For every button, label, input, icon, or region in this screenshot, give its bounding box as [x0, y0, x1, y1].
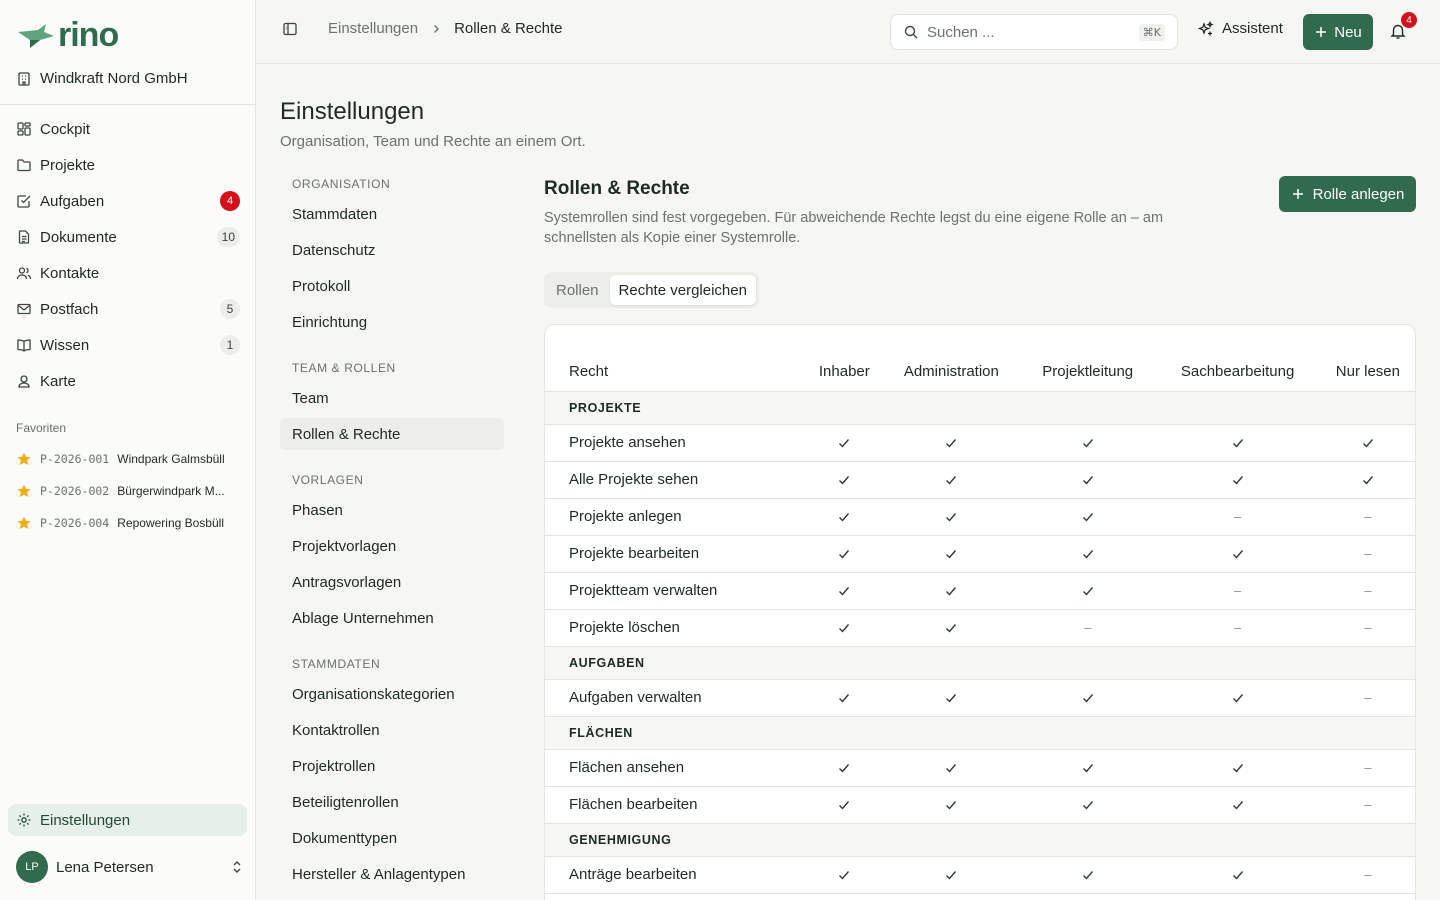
- permission-granted-cell: [807, 786, 882, 823]
- column-header: Recht: [545, 325, 807, 391]
- favorite-name: Windpark Galmsbüll: [117, 452, 225, 466]
- settings-item-projektvorlagen[interactable]: Projektvorlagen: [292, 537, 397, 555]
- chevron-right-icon: [430, 23, 442, 35]
- table-row: [545, 424, 1415, 461]
- settings-item-stammdaten[interactable]: Stammdaten: [292, 205, 378, 223]
- check-icon: [1231, 868, 1245, 882]
- dash-icon: –: [1233, 583, 1242, 598]
- chevron-up-down-icon: [230, 860, 244, 874]
- permission-label: Flächen ansehen: [545, 749, 807, 786]
- permission-denied-cell: [1321, 609, 1415, 646]
- favorite-code: P-2026-001: [40, 452, 110, 466]
- settings-item-rollen-rechte[interactable]: Rollen & Rechte: [280, 418, 504, 450]
- permission-granted-cell: [1021, 786, 1154, 823]
- sidebar-item-label: Wissen: [40, 336, 90, 354]
- settings-group-title: VORLAGEN: [292, 473, 364, 487]
- permission-label: Projekte bearbeiten: [545, 535, 807, 572]
- favorite-code: P-2026-004: [40, 516, 110, 530]
- sparkles-icon: [1198, 21, 1214, 37]
- sidebar-item-label: Kontakte: [40, 264, 100, 282]
- settings-item-kontaktrollen[interactable]: Kontaktrollen: [292, 721, 380, 739]
- permission-granted-cell: [1321, 461, 1415, 498]
- favorite-item[interactable]: [16, 507, 246, 539]
- search-shortcut: ⌘K: [1139, 24, 1165, 41]
- permissions-table-body: [545, 391, 1415, 893]
- tab-rollen[interactable]: Rollen: [556, 281, 599, 299]
- org-switcher[interactable]: [16, 70, 188, 87]
- document-icon: [16, 229, 32, 245]
- notification-badge: 4: [1401, 12, 1417, 28]
- column-header: Projektleitung: [1021, 325, 1154, 391]
- plus-icon: [1314, 25, 1328, 39]
- settings-item-hersteller-anlagentypen[interactable]: Hersteller & Anlagentypen: [292, 865, 466, 883]
- check-icon: [1231, 473, 1245, 487]
- org-name: Windkraft Nord GmbH: [40, 70, 188, 87]
- permission-granted-cell: [807, 535, 882, 572]
- documents-count-badge: 10: [217, 227, 240, 247]
- check-icon: [1081, 584, 1095, 598]
- permission-denied-cell: [1321, 572, 1415, 609]
- logo-text: rino: [58, 16, 119, 54]
- breadcrumb: [282, 20, 562, 37]
- group-row: [545, 391, 1415, 424]
- building-icon: [16, 71, 32, 87]
- check-icon: [1081, 868, 1095, 882]
- permission-granted-cell: [807, 856, 882, 893]
- favorite-code: P-2026-002: [40, 484, 110, 498]
- settings-nav: [280, 170, 504, 894]
- check-icon: [837, 691, 851, 705]
- dash-icon: –: [1364, 760, 1372, 775]
- permission-denied-cell: [1321, 498, 1415, 535]
- permission-label: Aufgaben verwalten: [545, 679, 807, 716]
- permission-denied-cell: [1021, 609, 1154, 646]
- permission-granted-cell: [1154, 856, 1320, 893]
- group-row: [545, 823, 1415, 856]
- permission-granted-cell: [1154, 749, 1320, 786]
- check-icon: [944, 436, 958, 450]
- check-icon: [1361, 473, 1375, 487]
- permission-denied-cell: [1321, 749, 1415, 786]
- breadcrumb-current: Rollen & Rechte: [454, 20, 563, 37]
- check-icon: [837, 510, 851, 524]
- table-row: [545, 749, 1415, 786]
- dash-icon: –: [1364, 690, 1372, 705]
- permission-granted-cell: [882, 424, 1021, 461]
- check-icon: [944, 584, 958, 598]
- sidebar-divider: [0, 104, 255, 105]
- check-icon: [837, 868, 851, 882]
- settings-item-beteiligtenrollen[interactable]: Beteiligtenrollen: [292, 793, 399, 811]
- check-icon: [944, 691, 958, 705]
- tab-rechte-vergleichen[interactable]: Rechte vergleichen: [610, 275, 756, 305]
- assistant-button[interactable]: [1198, 20, 1283, 37]
- favorites-title: Favoriten: [16, 421, 67, 435]
- column-header: Administration: [882, 325, 1021, 391]
- dash-icon: –: [1364, 797, 1372, 812]
- permission-granted-cell: [1021, 679, 1154, 716]
- dash-icon: –: [1364, 620, 1372, 635]
- permission-granted-cell: [1154, 424, 1320, 461]
- top-bar: [256, 0, 1440, 64]
- settings-group-title: TEAM & ROLLEN: [292, 361, 396, 375]
- permission-denied-cell: [1321, 679, 1415, 716]
- sidebar-item-label: Cockpit: [40, 120, 91, 138]
- check-icon: [944, 510, 958, 524]
- permission-granted-cell: [807, 609, 882, 646]
- permission-granted-cell: [807, 679, 882, 716]
- permission-denied-cell: [1321, 535, 1415, 572]
- main-nav: [8, 111, 248, 399]
- permission-granted-cell: [807, 498, 882, 535]
- check-icon: [837, 473, 851, 487]
- settings-item-einrichtung[interactable]: Einrichtung: [292, 313, 368, 331]
- tasks-count-badge: 4: [220, 191, 240, 211]
- group-row: [545, 646, 1415, 679]
- check-icon: [1231, 761, 1245, 775]
- permission-granted-cell: [882, 535, 1021, 572]
- new-button[interactable]: [1303, 14, 1373, 50]
- sidebar-item-cockpit[interactable]: [8, 111, 248, 147]
- permission-granted-cell: [882, 749, 1021, 786]
- star-icon: [16, 515, 32, 531]
- table-row: [545, 498, 1415, 535]
- permission-label: Flächen bearbeiten: [545, 786, 807, 823]
- group-title: PROJEKTE: [545, 391, 1415, 424]
- permission-denied-cell: [1321, 856, 1415, 893]
- dash-icon: –: [1233, 620, 1242, 635]
- dash-icon: –: [1364, 867, 1372, 882]
- group-row: [545, 716, 1415, 749]
- users-icon: [16, 265, 32, 281]
- table-row: [545, 786, 1415, 823]
- check-icon: [837, 436, 851, 450]
- group-title: GENEHMIGUNG: [545, 823, 1415, 856]
- permission-granted-cell: [1021, 461, 1154, 498]
- settings-item-antragsvorlagen[interactable]: Antragsvorlagen: [292, 573, 402, 591]
- sidebar-item-kontakte[interactable]: [8, 255, 248, 291]
- sidebar-item-einstellungen[interactable]: [8, 804, 247, 836]
- view-tabs: [544, 272, 759, 308]
- permission-label: Projektteam verwalten: [545, 572, 807, 609]
- user-name: Lena Petersen: [56, 858, 154, 876]
- favorite-item[interactable]: [16, 443, 246, 475]
- sidebar-item-label: Aufgaben: [40, 192, 105, 210]
- add-role-label: Rolle anlegen: [1312, 185, 1405, 203]
- table-header-row: [545, 325, 1415, 391]
- section-description: Systemrollen sind fest vorgegeben. Für abweichende Rechte legst du eine eigene Rolle an – am schnellsten als Kopie einer Systemrolle.: [544, 210, 1164, 246]
- sidebar-item-projekte[interactable]: [8, 147, 248, 183]
- check-icon: [1231, 547, 1245, 561]
- favorite-name: Bürgerwindpark M...: [117, 484, 225, 498]
- check-icon: [837, 547, 851, 561]
- check-icon: [1081, 761, 1095, 775]
- check-icon: [1081, 691, 1095, 705]
- new-label: Neu: [1334, 23, 1362, 41]
- search-icon: [903, 24, 919, 40]
- column-header: Nur lesen: [1321, 325, 1415, 391]
- grid-icon: [16, 121, 32, 137]
- sidebar-item-wissen[interactable]: [8, 327, 248, 363]
- check-icon: [1231, 691, 1245, 705]
- table-row: [545, 679, 1415, 716]
- gear-icon: [16, 812, 32, 828]
- permission-granted-cell: [807, 424, 882, 461]
- permission-granted-cell: [882, 498, 1021, 535]
- rino-logo-icon: [16, 20, 56, 50]
- settings-item-organisationskategorien[interactable]: Organisationskategorien: [292, 685, 455, 703]
- permission-granted-cell: [882, 572, 1021, 609]
- settings-item-projektrollen[interactable]: Projektrollen: [292, 757, 376, 775]
- permission-denied-cell: [1154, 572, 1320, 609]
- table-row: [545, 572, 1415, 609]
- settings-item-datenschutz[interactable]: Datenschutz: [292, 241, 376, 259]
- permission-granted-cell: [882, 679, 1021, 716]
- sidebar-item-label: Projekte: [40, 156, 96, 174]
- star-icon: [16, 451, 32, 467]
- settings-item-dokumenttypen[interactable]: Dokumenttypen: [292, 829, 398, 847]
- permission-granted-cell: [807, 461, 882, 498]
- settings-item-ablage-unternehmen[interactable]: Ablage Unternehmen: [292, 609, 434, 627]
- permission-granted-cell: [882, 856, 1021, 893]
- permission-label: Projekte löschen: [545, 609, 807, 646]
- page-subtitle: Organisation, Team und Rechte an einem Ort.: [280, 133, 586, 150]
- dash-icon: –: [1364, 546, 1372, 561]
- permission-granted-cell: [807, 749, 882, 786]
- check-icon: [944, 868, 958, 882]
- settings-group-title: ORGANISATION: [292, 177, 391, 191]
- permission-granted-cell: [1021, 424, 1154, 461]
- permission-granted-cell: [1021, 749, 1154, 786]
- check-icon: [1081, 510, 1095, 524]
- settings-group-title: STAMMDATEN: [292, 657, 381, 671]
- sidebar-item-postfach[interactable]: [8, 291, 248, 327]
- permission-granted-cell: [1154, 786, 1320, 823]
- permissions-table: [545, 325, 1415, 894]
- permission-denied-cell: [1321, 786, 1415, 823]
- sidebar-item-karte[interactable]: [8, 363, 248, 399]
- check-icon: [944, 621, 958, 635]
- permissions-table-card: [544, 324, 1416, 900]
- page-title: Einstellungen: [280, 98, 425, 125]
- add-role-button[interactable]: [1279, 176, 1416, 212]
- star-icon: [16, 483, 32, 499]
- search-box[interactable]: [890, 14, 1178, 50]
- sidebar-item-label: Postfach: [40, 300, 99, 318]
- spacer: [280, 454, 504, 466]
- check-icon: [944, 761, 958, 775]
- spacer: [280, 342, 504, 354]
- checkbox-icon: [16, 193, 32, 209]
- permission-granted-cell: [1154, 679, 1320, 716]
- user-menu[interactable]: [16, 850, 244, 884]
- permission-granted-cell: [882, 461, 1021, 498]
- section-title: Rollen & Rechte: [544, 178, 690, 199]
- column-header: Sachbearbeitung: [1154, 325, 1320, 391]
- permission-denied-cell: [1154, 609, 1320, 646]
- table-row: [545, 609, 1415, 646]
- settings-label: Einstellungen: [40, 811, 131, 829]
- check-icon: [1081, 436, 1095, 450]
- mail-icon: [16, 301, 32, 317]
- group-title: AUFGABEN: [545, 646, 1415, 679]
- permission-label: Projekte anlegen: [545, 498, 807, 535]
- favorites-list: [16, 443, 246, 539]
- favorite-item[interactable]: [16, 475, 246, 507]
- check-icon: [1081, 473, 1095, 487]
- settings-item-team[interactable]: Team: [292, 389, 329, 407]
- assistant-label: Assistent: [1222, 20, 1283, 37]
- breadcrumb-item[interactable]: Einstellungen: [328, 20, 419, 37]
- plus-icon: [1291, 187, 1305, 201]
- settings-item-phasen[interactable]: Phasen: [292, 501, 343, 519]
- dash-icon: –: [1084, 620, 1092, 635]
- check-icon: [1361, 436, 1375, 450]
- check-icon: [837, 584, 851, 598]
- table-row: [545, 856, 1415, 893]
- permission-granted-cell: [1154, 535, 1320, 572]
- favorite-name: Repowering Bosbüll: [117, 516, 224, 530]
- table-row: [545, 535, 1415, 572]
- permission-label: Projekte ansehen: [545, 424, 807, 461]
- permission-granted-cell: [882, 609, 1021, 646]
- spacer: [280, 638, 504, 650]
- settings-item-protokoll[interactable]: Protokoll: [292, 277, 351, 295]
- check-icon: [944, 473, 958, 487]
- app-logo[interactable]: [16, 16, 118, 54]
- sidebar-item-label: Dokumente: [40, 228, 117, 246]
- permission-granted-cell: [1021, 498, 1154, 535]
- permission-granted-cell: [882, 786, 1021, 823]
- sidebar-item-label: Karte: [40, 372, 76, 390]
- check-icon: [1231, 436, 1245, 450]
- check-icon: [837, 761, 851, 775]
- sidebar: [0, 0, 256, 900]
- check-icon: [837, 798, 851, 812]
- check-icon: [944, 547, 958, 561]
- group-title: FLÄCHEN: [545, 716, 1415, 749]
- check-icon: [837, 621, 851, 635]
- permission-granted-cell: [1154, 461, 1320, 498]
- permission-granted-cell: [1321, 424, 1415, 461]
- avatar: LP: [16, 851, 48, 883]
- sidebar-item-dokumente[interactable]: [8, 219, 248, 255]
- permission-granted-cell: [1021, 856, 1154, 893]
- sidebar-toggle-icon[interactable]: [282, 21, 298, 37]
- knowledge-count-badge: 1: [220, 335, 240, 355]
- sidebar-item-aufgaben[interactable]: [8, 183, 248, 219]
- book-icon: [16, 337, 32, 353]
- dash-icon: –: [1364, 509, 1372, 524]
- permission-granted-cell: [1021, 535, 1154, 572]
- check-icon: [944, 798, 958, 812]
- permission-granted-cell: [1021, 572, 1154, 609]
- column-header: Inhaber: [807, 325, 882, 391]
- dash-icon: –: [1364, 583, 1372, 598]
- table-row: [545, 461, 1415, 498]
- check-icon: [1081, 798, 1095, 812]
- check-icon: [1081, 547, 1095, 561]
- map-pin-icon: [16, 373, 32, 389]
- permission-label: Anträge bearbeiten: [545, 856, 807, 893]
- folder-icon: [16, 157, 32, 173]
- check-icon: [1231, 798, 1245, 812]
- dash-icon: –: [1233, 509, 1242, 524]
- permission-granted-cell: [807, 572, 882, 609]
- permission-denied-cell: [1154, 498, 1320, 535]
- search-input[interactable]: [927, 24, 1131, 41]
- permission-label: Alle Projekte sehen: [545, 461, 807, 498]
- inbox-count-badge: 5: [220, 299, 240, 319]
